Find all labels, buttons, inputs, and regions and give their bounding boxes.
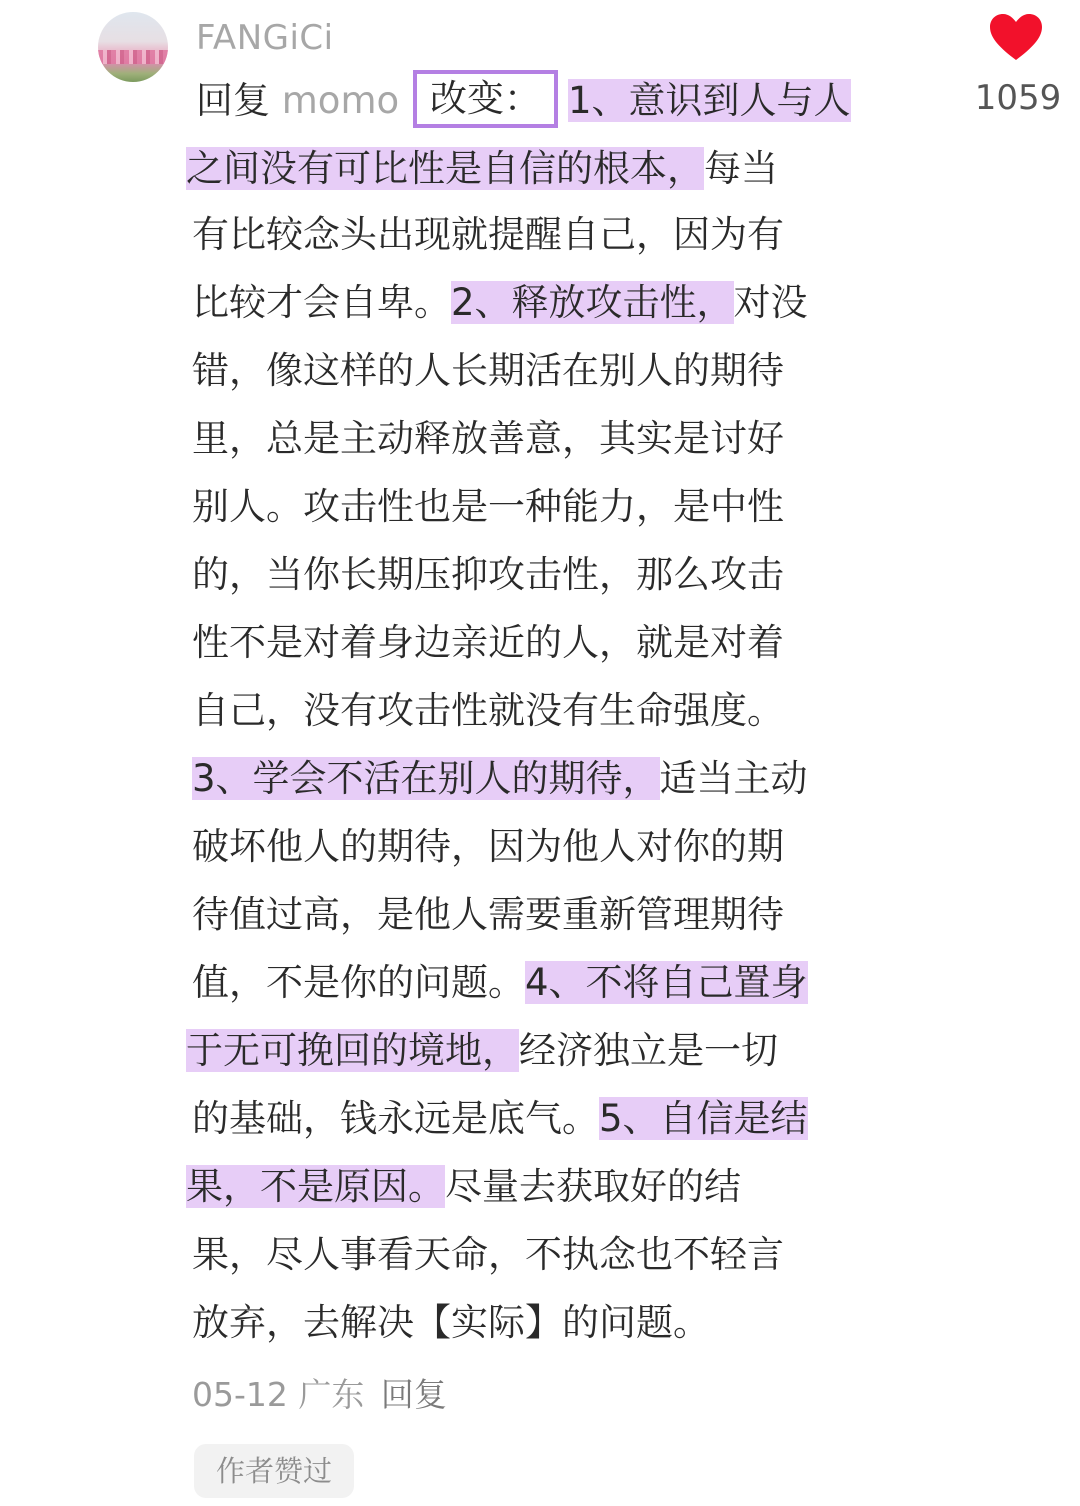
comment-text-line [568, 72, 851, 130]
comment-text-line [192, 1226, 784, 1284]
comment-text-line [192, 206, 784, 264]
text-span: 果，尽人事看天命，不执念也不轻言 [192, 1233, 784, 1276]
reply-label: 回复 [196, 79, 270, 122]
text-span: 破坏他人的期待，因为他人对你的期 [192, 825, 784, 868]
comment-text-line [192, 1090, 808, 1148]
avatar-tulip-field [98, 50, 168, 64]
comment-text-line [192, 614, 784, 672]
highlight-span: 5、自信是结 [599, 1097, 808, 1140]
text-span: 里，总是主动释放善意，其实是讨好 [192, 417, 784, 460]
highlight-span: 于无可挽回的境地， [186, 1029, 519, 1072]
author-liked-badge: 作者赞过 [194, 1444, 354, 1498]
comment-location: 广东 [298, 1375, 365, 1414]
comment-text-line [192, 954, 808, 1012]
text-span: 尽量去获取好的结 [445, 1165, 741, 1208]
username[interactable]: FANGiCi [196, 18, 334, 58]
highlight-span: 之间没有可比性是自信的根本， [186, 147, 704, 190]
text-span: 每当 [704, 147, 778, 190]
text-span: 自己，没有攻击性就没有生命强度。 [192, 689, 784, 732]
boxed-label-change: 改变： [413, 70, 558, 128]
text-span: 的基础，钱永远是底气。 [192, 1097, 599, 1140]
text-span: 放弃，去解决【实际】的问题。 [192, 1301, 710, 1344]
comment-text-line [192, 1294, 710, 1352]
text-span: 经济独立是一切 [519, 1029, 778, 1072]
highlight-span: 4、不将自己置身 [525, 961, 808, 1004]
heart-icon[interactable] [988, 12, 1044, 62]
text-span: 对没 [733, 281, 808, 324]
comment-text-line [186, 140, 778, 198]
comment-text-line [192, 682, 784, 740]
text-span: 比较才会自卑。 [192, 281, 451, 324]
highlight-span: 1、意识到人与人 [568, 79, 851, 122]
text-span: 的，当你长期压抑攻击性，那么攻击 [192, 553, 784, 596]
reply-target-username[interactable]: momo [281, 79, 400, 122]
like-count: 1059 [974, 78, 1062, 118]
comment-text-line [192, 546, 784, 604]
text-span: 性不是对着身边亲近的人，就是对着 [192, 621, 784, 664]
comment-text-line [192, 274, 808, 332]
comment-text-line [192, 886, 784, 944]
reply-prefix [196, 72, 399, 130]
text-span: 值，不是你的问题。 [192, 961, 525, 1004]
text-span: 有比较念头出现就提醒自己，因为有 [192, 213, 784, 256]
comment-text-line [192, 818, 784, 876]
highlight-span: 3、学会不活在别人的期待， [192, 757, 660, 800]
comment-text-line [192, 478, 784, 536]
comment-date: 05-12 [192, 1375, 288, 1414]
highlight-span: 2、释放攻击性， [451, 281, 734, 324]
comment-text-line [186, 1158, 741, 1216]
comment-text-line [186, 1022, 778, 1080]
comment-text-line [192, 342, 784, 400]
text-span: 错，像这样的人长期活在别人的期待 [192, 349, 784, 392]
reply-button[interactable]: 回复 [380, 1375, 447, 1414]
comment-text-line [192, 750, 808, 808]
text-span: 待值过高，是他人需要重新管理期待 [192, 893, 784, 936]
text-span: 别人。攻击性也是一种能力，是中性 [192, 485, 784, 528]
text-span: 适当主动 [659, 757, 808, 800]
comment-text-line [192, 410, 784, 468]
highlight-span: 果，不是原因。 [186, 1165, 445, 1208]
user-avatar[interactable] [98, 12, 168, 82]
comment-meta [192, 1370, 447, 1420]
